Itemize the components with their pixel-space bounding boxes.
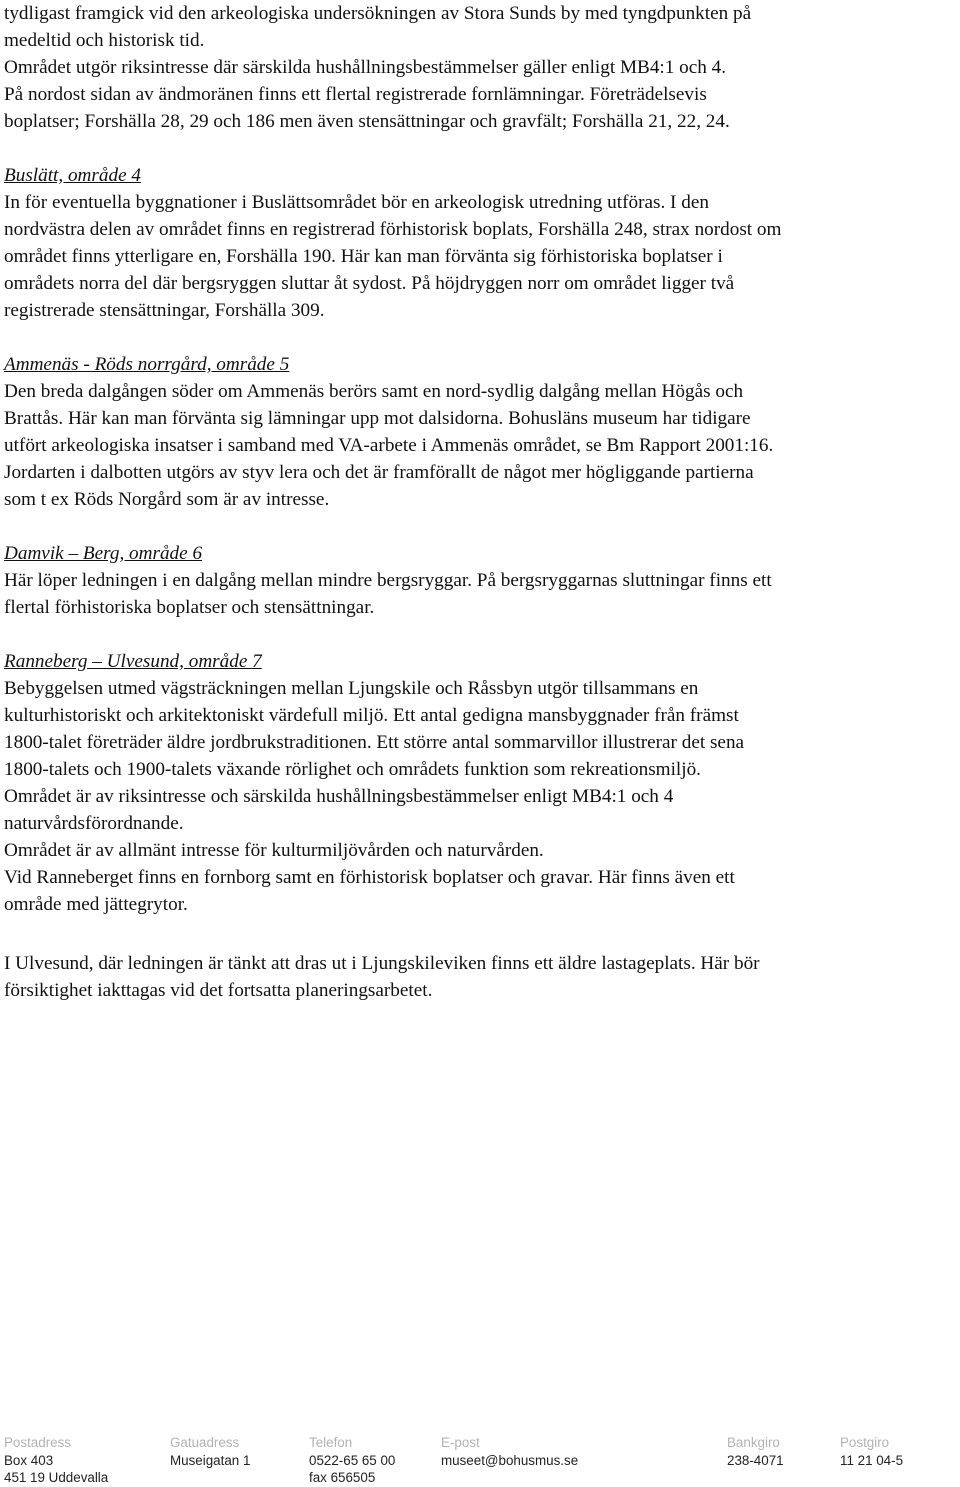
text-line: registrerade stensättningar, Forshälla 309. <box>4 300 325 321</box>
footer-email: museet@bohusmus.se <box>441 1452 579 1468</box>
text-line: Området är av allmänt intresse för kulturmiljövården och naturvården. <box>4 840 544 861</box>
footer-label: E-post <box>441 1435 480 1450</box>
section-ammenas <box>4 351 949 513</box>
text-line: nordvästra delen av området finns en registrerad förhistorisk boplats, Forshälla 248, strax nordost om <box>4 219 782 240</box>
text-line: Brattås. Här kan man förvänta sig lämningar upp mot dalsidorna. Bohusläns museum har tidigare <box>4 408 751 429</box>
text-line: 1800-talets och 1900-talets växande rörlighet och områdets funktion som rekreationsmiljö. <box>4 759 701 780</box>
section-heading: Ammenäs - Röds norrgård, område 5 <box>4 354 290 375</box>
intro-paragraph <box>4 0 949 135</box>
footer-label: Telefon <box>309 1435 353 1450</box>
text-line: Här löper ledningen i en dalgång mellan mindre bergsryggar. På bergsryggarnas sluttningar finns ett <box>4 570 772 591</box>
section-heading: Damvik – Berg, område 6 <box>4 543 203 564</box>
text-line: tydligast framgick vid den arkeologiska undersökningen av Stora Sunds by med tyngdpunkten på <box>4 3 752 24</box>
text-line: På nordost sidan av ändmoränen finns ett flertal registrerade fornlämningar. Företrädelsevis <box>4 84 707 105</box>
text-line: som t ex Röds Norgård som är av intresse. <box>4 489 330 510</box>
footer-value: fax 656505 <box>309 1470 376 1485</box>
text-line: naturvårdsförordnande. <box>4 813 184 834</box>
text-line: Området utgör riksintresse där särskilda hushållningsbestämmelser gäller enligt MB4:1 och 4. <box>4 57 727 78</box>
text-line: boplatser; Forshälla 28, 29 och 186 men även stensättningar och gravfält; Forshälla 21, 22, 24. <box>4 111 730 132</box>
footer-postgiro <box>840 1434 903 1469</box>
footer-gatuadress <box>170 1434 250 1469</box>
footer-value: 238-4071 <box>727 1452 784 1468</box>
section-damvik <box>4 540 949 621</box>
text-line: försiktighet iakttagas vid det fortsatta planeringsarbetet. <box>4 980 433 1001</box>
footer-label: Bankgiro <box>727 1435 780 1450</box>
closing-paragraph <box>4 950 949 1004</box>
text-line: medeltid och historisk tid. <box>4 30 205 51</box>
text-line: Vid Ranneberget finns en fornborg samt en förhistorisk boplatser och gravar. Här finns även ett <box>4 867 735 888</box>
text-line: Bebyggelsen utmed vägsträckningen mellan Ljungskile och Råssbyn utgör tillsammans en <box>4 678 699 699</box>
text-line: In för eventuella byggnationer i Buslättsområdet bör en arkeologisk utredning utföras. I den <box>4 192 709 213</box>
footer-value: Box 403 <box>4 1452 54 1468</box>
footer-value: 0522-65 65 00 <box>309 1452 396 1468</box>
footer-value: Museigatan 1 <box>170 1452 251 1468</box>
section-heading: Ranneberg – Ulvesund, område 7 <box>4 651 262 672</box>
footer-label: Postgiro <box>840 1435 890 1450</box>
text-line: område med jättegrytor. <box>4 894 188 915</box>
section-ranneberg <box>4 648 949 918</box>
letterhead-footer <box>0 1434 960 1485</box>
section-buslatt <box>4 162 949 324</box>
text-line: utfört arkeologiska insatser i samband med VA-arbete i Ammenäs området, se Bm Rapport 2001:16. <box>4 435 774 456</box>
footer-label: Postadress <box>4 1435 71 1450</box>
text-line: Jordarten i dalbotten utgörs av styv lera och det är framförallt de något mer högliggande partierna <box>4 462 754 483</box>
text-line: Den breda dalgången söder om Ammenäs berörs samt en nord-sydlig dalgång mellan Högås och <box>4 381 744 402</box>
footer-epost <box>441 1434 578 1469</box>
footer-bankgiro <box>727 1434 784 1469</box>
footer-value: 451 19 Uddevalla <box>4 1470 109 1485</box>
section-heading: Buslätt, område 4 <box>4 165 141 186</box>
footer-value: 11 21 04-5 <box>840 1452 904 1468</box>
footer-telefon <box>309 1434 395 1487</box>
text-line: flertal förhistoriska boplatser och stensättningar. <box>4 597 375 618</box>
text-line: Området är av riksintresse och särskilda hushållningsbestämmelser enligt MB4:1 och 4 <box>4 786 674 807</box>
text-line: områdets norra del där bergsryggen sluttar åt sydost. På höjdryggen norr om området ligger två <box>4 273 735 294</box>
text-line: I Ulvesund, där ledningen är tänkt att dras ut i Ljungskileviken finns ett äldre lastageplats. Här bör <box>4 953 760 974</box>
text-line: området finns ytterligare en, Forshälla 190. Här kan man förvänta sig förhistoriska boplatser i <box>4 246 723 267</box>
footer-label: Gatuadress <box>170 1435 240 1450</box>
footer-postadress <box>4 1434 108 1487</box>
text-line: kulturhistoriskt och arkitektoniskt värdefull miljö. Ett antal gedigna mansbyggnader från främst <box>4 705 739 726</box>
text-line: 1800-talet företräder äldre jordbrukstraditionen. Ett större antal sommarvillor illustrerar det sena <box>4 732 745 753</box>
